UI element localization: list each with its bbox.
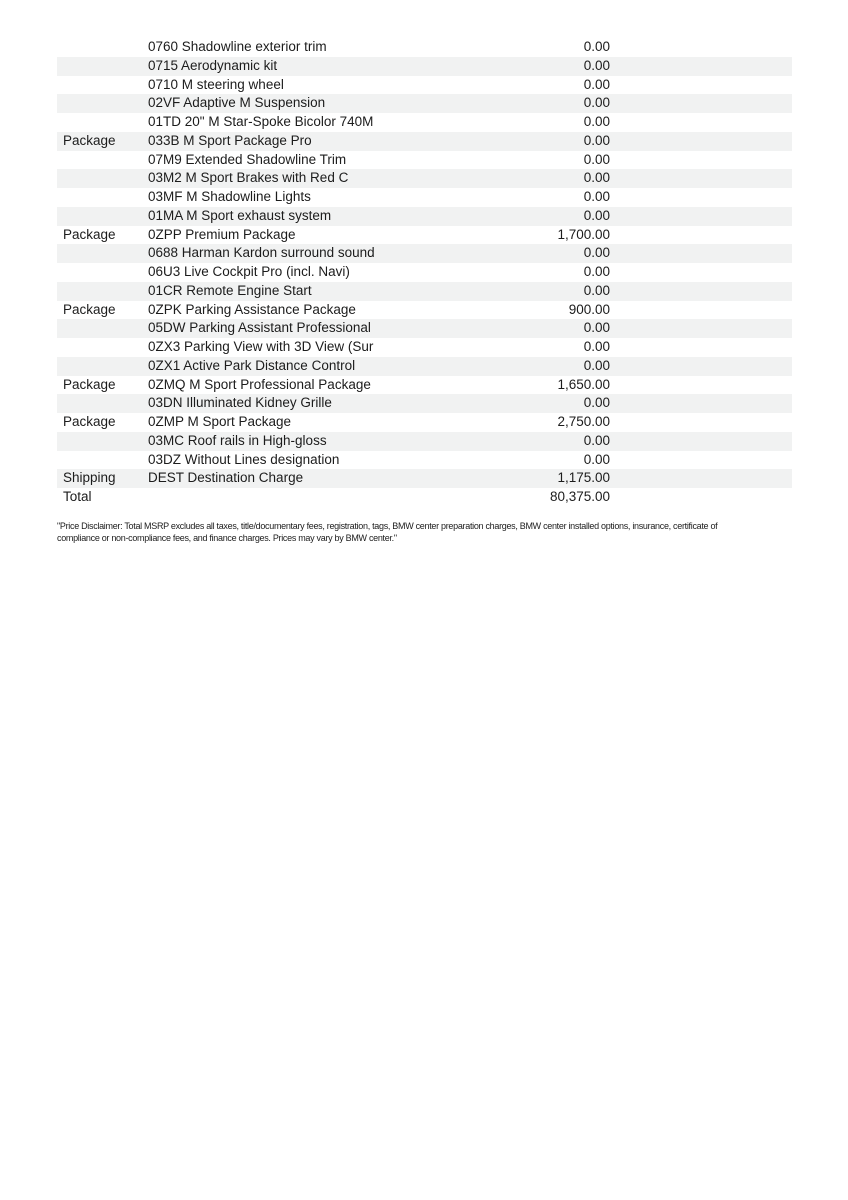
table-row bbox=[57, 207, 792, 226]
table-row bbox=[57, 432, 792, 451]
row-category-label: Package bbox=[63, 226, 116, 242]
table-row bbox=[57, 488, 792, 507]
row-item-text: 06U3 Live Cockpit Pro (incl. Navi) bbox=[148, 264, 350, 279]
table-row bbox=[57, 188, 792, 207]
row-item-text: 0ZX3 Parking View with 3D View (Sur bbox=[148, 339, 374, 354]
row-price: 0.00 bbox=[583, 320, 610, 336]
table-row bbox=[57, 94, 792, 113]
table-row bbox=[57, 169, 792, 188]
row-price: 0.00 bbox=[583, 264, 610, 279]
table-row bbox=[57, 319, 792, 338]
row-price: 1,175.00 bbox=[557, 470, 610, 486]
table-row bbox=[57, 282, 792, 301]
row-price: 0.00 bbox=[583, 339, 610, 354]
row-price: 0.00 bbox=[583, 57, 610, 73]
table-row bbox=[57, 57, 792, 76]
row-price: 0.00 bbox=[583, 189, 610, 204]
row-item-text: 03M2 M Sport Brakes with Red C bbox=[148, 170, 349, 186]
row-price: 900.00 bbox=[568, 301, 610, 317]
disclaimer-line: compliance or non-compliance fees, and finance charges. Prices may vary by BMW center." bbox=[57, 533, 397, 543]
row-price: 2,750.00 bbox=[557, 414, 610, 429]
table-row bbox=[57, 113, 792, 132]
row-price: 0.00 bbox=[583, 245, 610, 261]
table-row bbox=[57, 357, 792, 376]
table-row bbox=[57, 151, 792, 170]
row-item-text: 0715 Aerodynamic kit bbox=[148, 57, 278, 73]
row-item-text: 03DZ Without Lines designation bbox=[148, 451, 340, 467]
row-price: 0.00 bbox=[583, 39, 610, 54]
row-item-text: 0710 M steering wheel bbox=[148, 76, 284, 92]
row-item-text: 01MA M Sport exhaust system bbox=[148, 207, 332, 223]
row-price: 1,650.00 bbox=[557, 376, 610, 392]
row-price: 0.00 bbox=[583, 432, 610, 448]
row-item-text: 01TD 20" M Star-Spoke Bicolor 740M bbox=[148, 114, 374, 129]
row-category-label: Package bbox=[63, 132, 116, 148]
row-price: 80,375.00 bbox=[549, 489, 610, 504]
table-row bbox=[57, 38, 792, 57]
disclaimer-line: "Price Disclaimer: Total MSRP excludes all taxes, title/documentary fees, registration, tags, BMW center preparation charges, BMW center installed options, insurance, certificate of bbox=[57, 521, 718, 531]
table-row bbox=[57, 469, 792, 488]
row-item-text: 0760 Shadowline exterior trim bbox=[148, 39, 327, 54]
row-item-text: 0ZPP Premium Package bbox=[148, 226, 296, 242]
table-row bbox=[57, 413, 792, 432]
row-price: 0.00 bbox=[583, 76, 610, 92]
row-category-label: Shipping bbox=[63, 470, 116, 486]
row-price: 1,700.00 bbox=[557, 226, 610, 242]
row-price: 0.00 bbox=[583, 114, 610, 129]
row-price: 0.00 bbox=[583, 395, 610, 411]
row-price: 0.00 bbox=[583, 282, 610, 298]
row-item-text: DEST Destination Charge bbox=[148, 470, 304, 486]
vehicle-options-table bbox=[57, 38, 792, 507]
row-category-label: Package bbox=[63, 414, 116, 429]
row-category-label: Package bbox=[63, 301, 116, 317]
row-item-text: 05DW Parking Assistant Professional bbox=[148, 320, 371, 336]
table-row bbox=[57, 451, 792, 470]
row-price: 0.00 bbox=[583, 207, 610, 223]
price-disclaimer bbox=[57, 520, 797, 544]
row-price: 0.00 bbox=[583, 170, 610, 186]
row-item-text: 03DN Illuminated Kidney Grille bbox=[148, 395, 332, 411]
table-row bbox=[57, 263, 792, 282]
row-price: 0.00 bbox=[583, 357, 610, 373]
row-item-text: 01CR Remote Engine Start bbox=[148, 282, 312, 298]
row-price: 0.00 bbox=[583, 451, 610, 467]
row-item-text: 0ZMQ M Sport Professional Package bbox=[148, 376, 371, 392]
table-row bbox=[57, 226, 792, 245]
table-row bbox=[57, 244, 792, 263]
table-row bbox=[57, 301, 792, 320]
table-row bbox=[57, 376, 792, 395]
table-row bbox=[57, 338, 792, 357]
row-category-label: Package bbox=[63, 376, 116, 392]
row-item-text: 0ZX1 Active Park Distance Control bbox=[148, 357, 356, 373]
row-item-text: 03MF M Shadowline Lights bbox=[148, 189, 311, 204]
row-price: 0.00 bbox=[583, 132, 610, 148]
row-item-text: 0688 Harman Kardon surround sound bbox=[148, 245, 375, 261]
row-price: 0.00 bbox=[583, 151, 610, 167]
table-row bbox=[57, 76, 792, 95]
row-item-text: 02VF Adaptive M Suspension bbox=[148, 95, 326, 111]
table-row bbox=[57, 132, 792, 151]
row-item-text: 03MC Roof rails in High-gloss bbox=[148, 432, 327, 448]
row-item-text: 0ZMP M Sport Package bbox=[148, 414, 292, 429]
table-row bbox=[57, 394, 792, 413]
row-item-text: 07M9 Extended Shadowline Trim bbox=[148, 151, 347, 167]
row-category-label: Total bbox=[63, 489, 92, 504]
row-item-text: 033B M Sport Package Pro bbox=[148, 132, 312, 148]
row-price: 0.00 bbox=[583, 95, 610, 111]
row-item-text: 0ZPK Parking Assistance Package bbox=[148, 301, 356, 317]
